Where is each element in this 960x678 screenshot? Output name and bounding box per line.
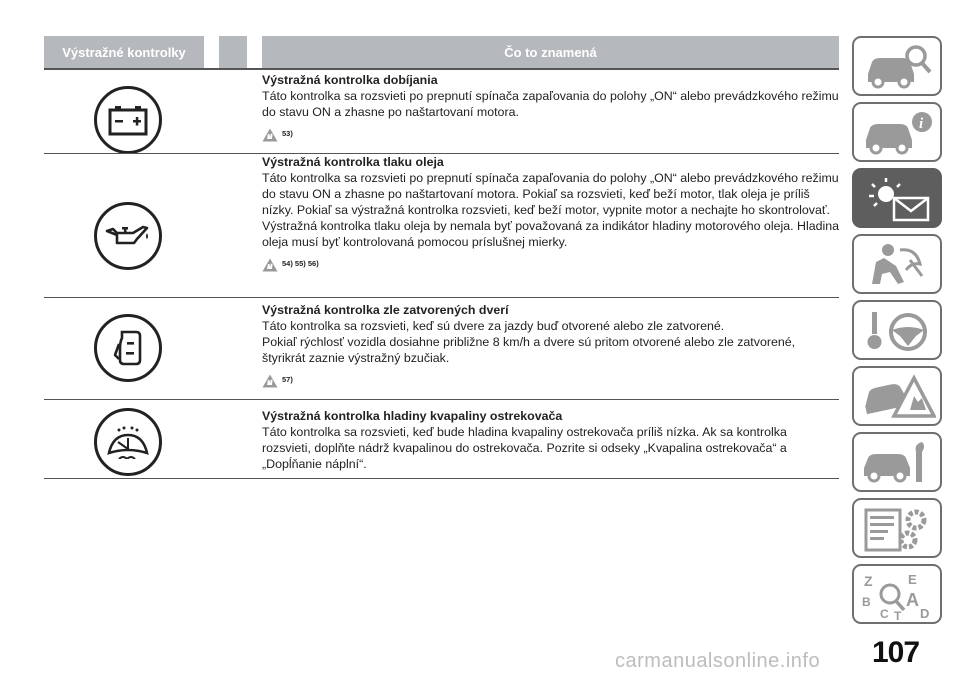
car-search-icon bbox=[860, 42, 936, 92]
list-gears-icon bbox=[860, 504, 936, 554]
caution-hand-icon bbox=[262, 258, 278, 272]
tab-maintenance[interactable] bbox=[852, 432, 942, 492]
row-title: Výstražná kontrolka dobíjania bbox=[262, 73, 438, 87]
tab-starting-driving[interactable] bbox=[852, 300, 942, 360]
tab-safety[interactable] bbox=[852, 234, 942, 294]
caution-hand-icon bbox=[262, 128, 278, 142]
row-text: Táto kontrolka sa rozsvieti po prepnutí spínača zapaľovania do polohy „ON“ alebo prevádzkového režimu do stavu ON a zhasne po naštartovaní motora. Pokiaľ sa rozsvieti, keď beží motor, tlak oleja je príliš nízky. Pokiaľ sa výstražná kontrolka rozsvieti, keď beží motor, vypnite motor a nechajte ho skontrolovať. bbox=[262, 171, 839, 217]
row-text: Táto kontrolka sa rozsvieti po prepnutí spínača zapaľovania do polohy „ON“ alebo prevádzkového režimu do stavu ON a zhasne po naštartovaní motora. bbox=[262, 89, 839, 119]
header-spacer bbox=[219, 36, 247, 68]
row-text-2: Pokiaľ rýchlosť vozidla dosiahne približne 8 km/h a dvere sú pritom otvorené alebo zle zatvorené, štyrikrát zaznie výstražný bzučiak. bbox=[262, 335, 796, 365]
svg-text:Z: Z bbox=[864, 573, 873, 589]
alphabet-index-icon bbox=[860, 570, 936, 620]
washer-fluid-icon bbox=[94, 408, 162, 476]
battery-icon bbox=[94, 86, 162, 154]
car-wrench-icon bbox=[860, 438, 936, 488]
svg-text:E: E bbox=[908, 572, 917, 587]
tab-emergency[interactable] bbox=[852, 366, 942, 426]
table-row bbox=[44, 154, 839, 298]
door-open-icon bbox=[94, 314, 162, 382]
header-meaning: Čo to znamená bbox=[262, 36, 839, 68]
caution-reference: 53) bbox=[262, 126, 839, 142]
header-divider bbox=[44, 68, 839, 70]
row-divider bbox=[44, 478, 839, 479]
tab-car-search[interactable] bbox=[852, 36, 942, 96]
oil-can-icon bbox=[94, 202, 162, 270]
table-row bbox=[44, 72, 839, 154]
car-crash-warning-icon bbox=[860, 372, 936, 422]
svg-text:B: B bbox=[862, 595, 871, 609]
warning-light-message-icon bbox=[860, 174, 936, 224]
car-info-icon bbox=[860, 108, 936, 158]
row-text-2: Výstražná kontrolka tlaku oleja by nemala byť považovaná za indikátor hladiny motorového oleja. Hladina oleja musí byť kontrolovaná pomocou príslušnej mierky. bbox=[262, 219, 840, 249]
tab-technical-data[interactable] bbox=[852, 498, 942, 558]
caution-hand-icon bbox=[262, 374, 278, 388]
row-title: Výstražná kontrolka tlaku oleja bbox=[262, 155, 444, 169]
tab-alphabetical-index[interactable] bbox=[852, 564, 942, 624]
header-warning-lights: Výstražné kontrolky bbox=[44, 36, 204, 68]
row-title: Výstražná kontrolka hladiny kvapaliny ostrekovača bbox=[262, 409, 563, 423]
table-row bbox=[44, 400, 839, 480]
svg-text:D: D bbox=[920, 606, 930, 620]
table-row bbox=[44, 298, 839, 400]
tab-warning-lights[interactable] bbox=[852, 168, 942, 228]
svg-text:C: C bbox=[880, 607, 889, 620]
seat-airbag-icon bbox=[860, 240, 936, 290]
caution-reference: 54) 55) 56) bbox=[262, 256, 839, 272]
key-steering-wheel-icon bbox=[860, 306, 936, 356]
svg-text:i: i bbox=[919, 116, 924, 132]
row-text: Táto kontrolka sa rozsvieti, keď bude hladina kvapaliny ostrekovača príliš nízka. Ak sa kontrolka rozsvieti, doplňte nádrž kvapalinou do ostrekovača. Pozrite si odseky „Kvapalina ostrekovača“ a „Dopĺňanie náplní“. bbox=[262, 425, 787, 471]
watermark: carmanualsonline.info bbox=[615, 650, 821, 672]
svg-text:T: T bbox=[894, 609, 902, 620]
page-number: 107 bbox=[872, 636, 920, 669]
row-text: Táto kontrolka sa rozsvieti, keď sú dvere za jazdy buď otvorené alebo zle zatvorené. bbox=[262, 319, 725, 333]
row-title: Výstražná kontrolka zle zatvorených dverí bbox=[262, 303, 509, 317]
caution-reference: 57) bbox=[262, 372, 839, 388]
svg-text:A: A bbox=[906, 590, 919, 610]
tab-car-info[interactable] bbox=[852, 102, 942, 162]
